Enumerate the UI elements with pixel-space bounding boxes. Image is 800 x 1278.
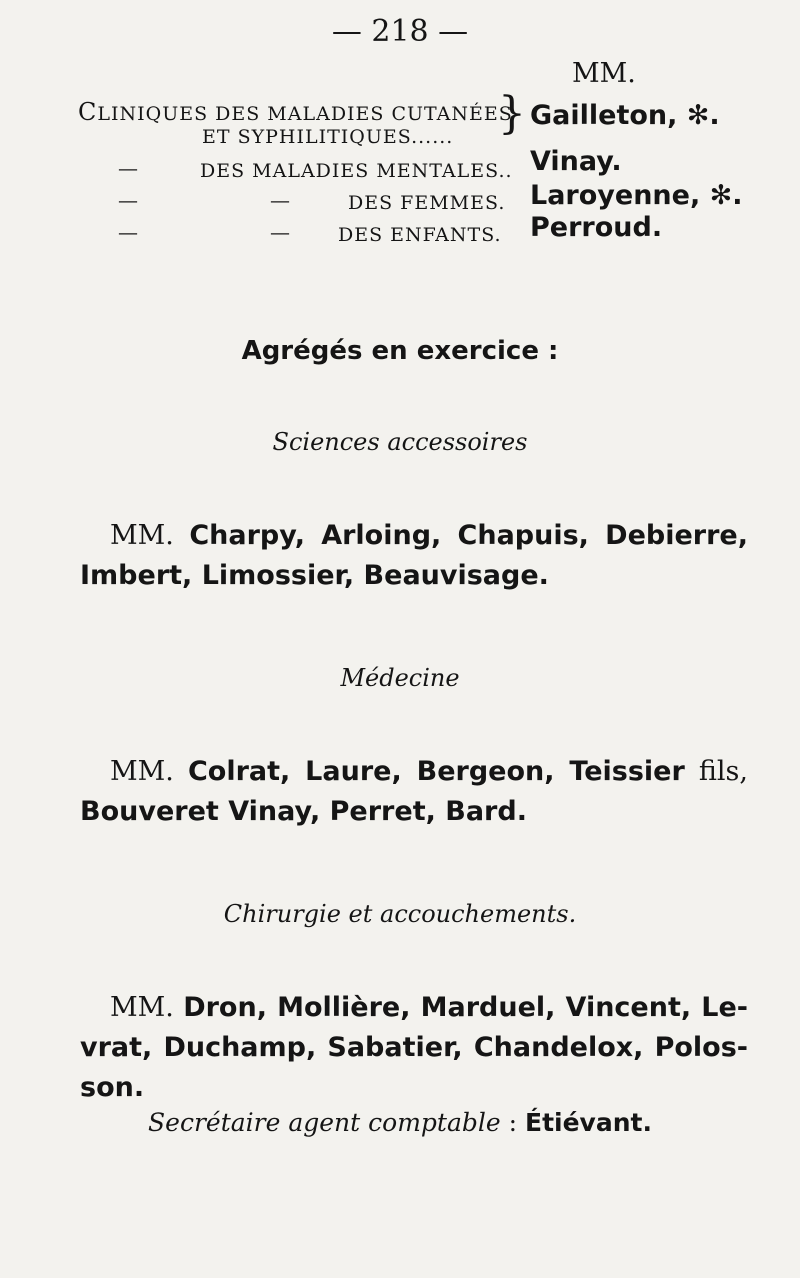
ditto-dash: — [118,220,138,244]
clinique-label-mentales: DES MALADIES MENTALES.. [200,160,513,182]
ditto-dash: — [118,188,138,212]
name-perroud: Perroud. [530,212,663,243]
section-title-medecine: Médecine [340,664,460,692]
secretary-colon: : [508,1108,518,1137]
names-list-continued: Bouveret Vinay, Perret, Bard. [80,796,527,827]
section-title-chirurgie: Chirurgie et accouchements. [223,900,577,928]
secretary-name: Étiévant. [525,1108,652,1137]
mm-prefix: MM. [110,520,174,551]
names-list: Colrat, Laure, Bergeon, Teissier [187,756,685,787]
clinique-label-enfants: DES ENFANTS. [338,224,502,246]
ditto-dash: — [270,220,290,244]
clinique-label-cutanees: CLINIQUES DES MALADIES CUTANÉES [78,98,513,126]
name-laroyenne: Laroyenne, ✻. [530,180,743,211]
secretary-label: Secrétaire agent comptable [148,1108,501,1137]
names-fils: fils, [698,756,748,787]
mm-prefix: MM. [110,992,174,1023]
secretary-line [0,1108,800,1137]
section-title-sciences: Sciences accessoires [272,428,528,456]
name-gailleton: Gailleton, ✻. [530,100,720,131]
names-list: Charpy, Arloing, Chapuis, Debierre, Imbert, Limossier, Beauvisage. [80,520,748,591]
clinique-label-femmes: DES FEMMES. [348,192,506,214]
section-heading: Agrégés en exercice : [241,336,559,366]
section-paragraph-medecine [80,752,748,832]
page-number: — 218 — [331,14,469,49]
mm-header: MM. [572,58,636,89]
mm-prefix: MM. [110,756,174,787]
names-list: Dron, Mollière, Marduel, Vincent, Le-vrat, Duchamp, Sabatier, Chandelox, Polos-son. [80,992,748,1103]
brace-left: } [498,88,526,139]
section-paragraph-chirurgie [80,988,748,1108]
clinique-label-syphilitiques: ET SYPHILITIQUES...... [202,126,454,148]
section-paragraph-sciences [80,516,748,596]
ditto-dash: — [118,156,138,180]
ditto-dash: — [270,188,290,212]
name-vinay: Vinay. [530,146,622,177]
